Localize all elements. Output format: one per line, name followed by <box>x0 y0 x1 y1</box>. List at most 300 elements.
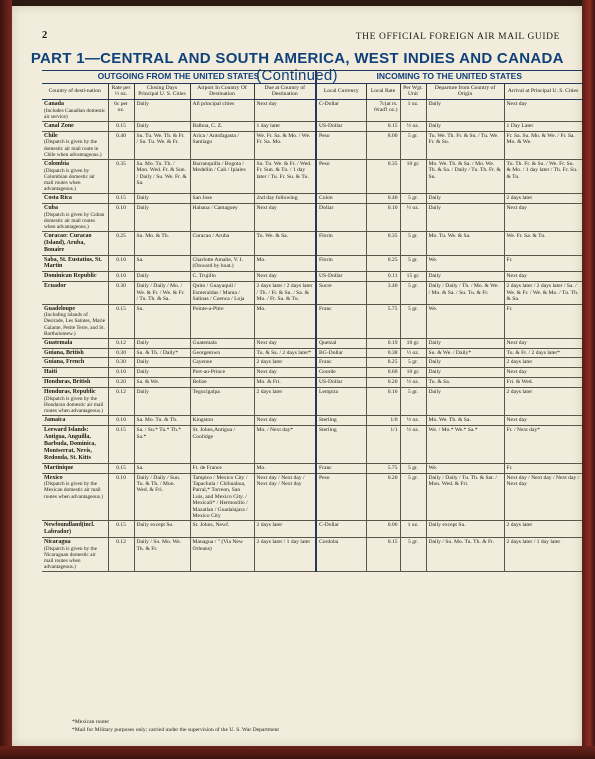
closing-cell: Su. Tu. We. Th. & Fr. / Su. Tu. We. & Fr. <box>134 131 190 159</box>
country-name: Martinique <box>44 464 74 471</box>
unit-cell: 5 gr. <box>400 131 426 159</box>
arrival-cell: Fr. / Next day* <box>504 426 582 463</box>
arrival-cell: Next day <box>504 368 582 378</box>
column-header: Local Rate <box>366 83 400 99</box>
currency-cell: Peso <box>316 131 366 159</box>
airport-cell: Port-au-Prince <box>190 368 254 378</box>
arrival-cell: Tu. Th. Fr. & Su. / We. Fr. Su. & Mo. / 1 day later / Th. Fr. Su. & Tu. <box>504 159 582 193</box>
country-name: Dominican Republic <box>44 273 97 280</box>
currency-cell: US-Dollar <box>316 272 366 282</box>
airport-cell: C. Trujillo <box>190 272 254 282</box>
currency-cell: Franc <box>316 304 366 338</box>
closing-cell: Daily <box>134 203 190 231</box>
airport-cell: Tegucigalpa <box>190 388 254 416</box>
rate-cell: 0.12 <box>108 388 134 416</box>
column-header: Due at Country of Destination <box>254 83 316 99</box>
rate-cell: 0.30 <box>108 282 134 304</box>
column-header: Rate per ½ oz. <box>108 83 134 99</box>
local-rate-cell: 5.75 <box>366 463 400 473</box>
currency-cell: Quetzal <box>316 338 366 348</box>
local-rate-cell: 1/1 <box>366 426 400 463</box>
rate-cell: 0.15 <box>108 521 134 538</box>
departure-cell: Daily <box>426 272 504 282</box>
local-rate-cell: 3.40 <box>366 282 400 304</box>
table-row <box>42 378 582 388</box>
rate-cell: 0.10 <box>108 368 134 378</box>
unit-cell: 10 gr. <box>400 159 426 193</box>
unit-cell: 5 gr. <box>400 304 426 338</box>
country-name: Chile <box>44 132 58 139</box>
country-cell <box>42 193 108 203</box>
airport-cell: Arica / Antofagasta / Santiago <box>190 131 254 159</box>
local-rate-cell: 7c(at rs. 6¢ad'l oz.) <box>366 99 400 121</box>
local-rate-cell: 5.75 <box>366 304 400 338</box>
departure-cell: Daily / Su. Mo. Tu. Th. & Fr. <box>426 538 504 572</box>
country-name: Mexico <box>44 474 63 481</box>
local-rate-cell: 0.15 <box>366 121 400 131</box>
currency-cell: Dollar <box>316 203 366 231</box>
closing-cell: Daily / Daily / Sun. Tu. & Th. / Mon. Wed. & Fri. <box>134 473 190 521</box>
closing-cell: Daily <box>134 193 190 203</box>
country-name: Honduras, Republic <box>44 389 96 396</box>
due-cell: 2nd day following <box>254 193 316 203</box>
rate-cell: 6c per oz. <box>108 99 134 121</box>
currency-cell: Franc <box>316 358 366 368</box>
table-row <box>42 193 582 203</box>
airport-cell: St. Johns, Newf. <box>190 521 254 538</box>
country-name: Jamaica <box>44 417 66 424</box>
due-cell: Next day <box>254 416 316 426</box>
country-name: Canal Zone <box>44 122 74 129</box>
unit-cell: ½ oz. <box>400 378 426 388</box>
due-cell: We. Fr. Sa. & Mo. / We. Fr. Sa. Mo. <box>254 131 316 159</box>
arrival-cell: Fr. <box>504 463 582 473</box>
country-cell <box>42 473 108 521</box>
country-cell <box>42 304 108 338</box>
country-name: Curacao: Curacao (Island), Aruba, Bonaire <box>44 232 92 253</box>
country-cell <box>42 378 108 388</box>
departure-cell: Mo. We. Th. & Sa. <box>426 416 504 426</box>
departure-cell: Mo. We. Th. & Sa. / Mo. We. Th. & Sa. / Daily / Tu. Th. Fr. & Su. <box>426 159 504 193</box>
rate-cell: 0.10 <box>108 203 134 231</box>
country-note: (Includes Canadian domestic air service) <box>44 107 106 120</box>
country-cell <box>42 255 108 272</box>
due-cell: Mo. / Next day* <box>254 426 316 463</box>
unit-cell: 5 gr. <box>400 255 426 272</box>
local-rate-cell: 0.06 <box>366 521 400 538</box>
arrival-cell: 1 Day Later <box>504 121 582 131</box>
column-header: Departure from Country of Origin <box>426 83 504 99</box>
country-name: Guiana, French <box>44 359 85 366</box>
departure-cell: Su. & We. / Daily* <box>426 348 504 358</box>
local-rate-cell: 0.60 <box>366 368 400 378</box>
column-headers <box>42 83 582 99</box>
rate-cell: 0.15 <box>108 304 134 338</box>
departure-cell: Daily <box>426 121 504 131</box>
departure-cell: Daily except Su. <box>426 521 504 538</box>
document-page <box>12 6 582 746</box>
departure-cell: Daily <box>426 193 504 203</box>
country-note: (Dispatch is given by the Nicaraguan domestic air mail routes when advantageous.) <box>44 546 97 571</box>
rate-cell: 0.12 <box>108 538 134 572</box>
unit-cell: 5 gr. <box>400 473 426 521</box>
country-cell <box>42 159 108 193</box>
currency-cell: Gourde <box>316 368 366 378</box>
footnote: *Mexican router <box>72 719 110 725</box>
rate-cell: 0.10 <box>108 416 134 426</box>
departure-cell: Daily <box>426 203 504 231</box>
local-rate-cell: 1/0 <box>366 416 400 426</box>
column-header: Closing Days Principal U. S. Cities <box>134 83 190 99</box>
table-row <box>42 388 582 416</box>
rate-cell: 0.40 <box>108 131 134 159</box>
country-cell <box>42 348 108 358</box>
rate-cell: 0.15 <box>108 193 134 203</box>
currency-cell: Florin <box>316 255 366 272</box>
local-rate-cell: 0.25 <box>366 255 400 272</box>
closing-cell: Su. & Th. / Daily* <box>134 348 190 358</box>
table-row <box>42 473 582 521</box>
rate-cell: 0.10 <box>108 272 134 282</box>
due-cell: 2 days later / 2 days later / Th. / Fr. & Su. / Sa. & Mo. / Fr. Sa. & Tu. <box>254 282 316 304</box>
departure-cell: We. / Mo.* We.* Sa.* <box>426 426 504 463</box>
departure-cell: Daily <box>426 388 504 416</box>
country-name: Cuba <box>44 204 59 211</box>
due-cell: Next day <box>254 203 316 231</box>
rate-cell: 0.10 <box>108 255 134 272</box>
airport-cell: Barranquilla / Bogota / Medellin / Cali / Ipiales <box>190 159 254 193</box>
unit-cell: 5 gr. <box>400 388 426 416</box>
arrival-cell: 2 days later <box>504 193 582 203</box>
closing-cell: Sa. <box>134 463 190 473</box>
country-cell <box>42 338 108 348</box>
arrival-cell: 2 days later <box>504 358 582 368</box>
country-name: Ecuador <box>44 283 67 290</box>
local-rate-cell: 0.35 <box>366 231 400 255</box>
currency-cell: C-Dollar <box>316 521 366 538</box>
arrival-cell: Next day <box>504 99 582 121</box>
country-cell <box>42 521 108 538</box>
footnotes <box>72 719 279 734</box>
page-number: 2 <box>42 30 48 41</box>
rate-cell: 0.30 <box>108 348 134 358</box>
due-cell: Next day <box>254 99 316 121</box>
arrival-cell: We. Fr. Sa. & Tu. <box>504 231 582 255</box>
arrival-cell: Next day <box>504 338 582 348</box>
arrival-cell: 2 days later <box>504 521 582 538</box>
rate-cell: 0.15 <box>108 463 134 473</box>
book-binding-right <box>582 0 595 759</box>
due-cell: 2 days later <box>254 521 316 538</box>
airport-cell: Balboa, C. Z. <box>190 121 254 131</box>
footnote: *Mail for Military purposes only; carried under the supervision of the U. S. War Department <box>72 726 279 733</box>
arrival-cell: Next day <box>504 416 582 426</box>
table-row <box>42 304 582 338</box>
arrival-cell: Fr. <box>504 255 582 272</box>
country-cell <box>42 272 108 282</box>
table-row <box>42 99 582 121</box>
rate-cell: 0.25 <box>108 231 134 255</box>
departure-cell: We. <box>426 304 504 338</box>
country-name: Guadeloupe <box>44 305 76 312</box>
due-cell: Tu. & Sa. / 2 days later* <box>254 348 316 358</box>
departure-cell: We. <box>426 255 504 272</box>
country-name: Colombia <box>44 160 70 167</box>
unit-cell: 1 oz. <box>400 521 426 538</box>
airport-cell: Tampico / Mexico City / Tapachula / Chihuahua, Parral,* Torreon, San Luis, and Mexico City. / Mexicali* / Hermosillo / Mazatlan / Guadalajara / Mexico City <box>190 473 254 521</box>
airport-cell: Guatemala <box>190 338 254 348</box>
closing-cell: Sa. Mo. Tu. Th. / Mon. Wed. Fr. & Sun. / Daily / Su. We. Fr. & Sa. <box>134 159 190 193</box>
departure-cell: Daily / Daily / Th. / Mo. & We. / Mo. & Sa. / Su. Tu. & Fr. <box>426 282 504 304</box>
closing-cell: Daily <box>134 368 190 378</box>
unit-cell: 15 gr. <box>400 272 426 282</box>
airport-cell: Curacao / Aruba <box>190 231 254 255</box>
closing-cell: Sa. Mo. Tu. & Th. <box>134 416 190 426</box>
table-row <box>42 426 582 463</box>
book-binding-bottom <box>0 746 595 759</box>
country-note: (Including islands of Desirade, Les Saintes, Marie Galante, Petite Terre, and St. Bartholomew.) <box>44 312 106 337</box>
departure-cell: Tu. & Sa. <box>426 378 504 388</box>
rate-cell: 0.30 <box>108 358 134 368</box>
due-cell: Next day <box>254 338 316 348</box>
unit-cell: 5 gr. <box>400 193 426 203</box>
column-header: Airport In Country Of Destination <box>190 83 254 99</box>
currency-cell: Franc <box>316 463 366 473</box>
section-outgoing: OUTGOING FROM THE UNITED STATES <box>42 71 316 84</box>
airport-cell: All principal cities <box>190 99 254 121</box>
closing-cell: Sa. / Su.* Tu.* Th.* Sa.* <box>134 426 190 463</box>
airport-cell: St. Johns,Antigua / Coolidge <box>190 426 254 463</box>
currency-cell: Florin <box>316 231 366 255</box>
due-cell: Next day <box>254 272 316 282</box>
airport-cell: Kingston <box>190 416 254 426</box>
airmail-schedule-table <box>42 70 583 572</box>
column-header: Country of desti-nation <box>42 83 108 99</box>
part-title-continued: (Continued) <box>256 67 338 84</box>
rate-cell: 0.20 <box>108 378 134 388</box>
departure-cell: Mo. Tu. We. & Sa. <box>426 231 504 255</box>
country-name: Guiana, British <box>44 349 84 356</box>
local-rate-cell: 0.40 <box>366 193 400 203</box>
country-name: Nicaragua <box>44 539 71 546</box>
table-row <box>42 272 582 282</box>
local-rate-cell: 0.16 <box>366 388 400 416</box>
departure-cell: We. <box>426 463 504 473</box>
table-row <box>42 358 582 368</box>
country-name: Haiti <box>44 369 57 376</box>
closing-cell: Sa. <box>134 255 190 272</box>
unit-cell: ½ oz. <box>400 426 426 463</box>
currency-cell: BG-Dollar <box>316 348 366 358</box>
column-header: Arrival at Principal U. S. Cities <box>504 83 582 99</box>
currency-cell: US-Dollar <box>316 121 366 131</box>
unit-cell: ½ oz. <box>400 348 426 358</box>
departure-cell: Daily <box>426 99 504 121</box>
departure-cell: Daily <box>426 338 504 348</box>
due-cell: Su. Tu. We. & Fr. / Wed. Fr. Sun. & Tu. / 1 day later / Tu. Fr. Su. & Tu. <box>254 159 316 193</box>
table-row <box>42 348 582 358</box>
table-row <box>42 282 582 304</box>
part-title-text: PART 1—CENTRAL AND SOUTH AMERICA, WEST INDIES AND CANADA <box>30 50 564 67</box>
country-name: Guatemala <box>44 339 73 346</box>
country-cell <box>42 358 108 368</box>
closing-cell: Daily <box>134 388 190 416</box>
airport-cell: Pointe-a-Pitre <box>190 304 254 338</box>
table-body <box>42 99 582 572</box>
closing-cell: Daily <box>134 272 190 282</box>
airport-cell: Quito / Guayaquil / Esmeraldas / Manta / Salinas / Cuenca / Loja <box>190 282 254 304</box>
country-note: (Dispatch is given by the Mexican domestic air mail routes when advantageous.) <box>44 481 103 500</box>
table-row <box>42 131 582 159</box>
unit-cell: 5 gr. <box>400 282 426 304</box>
due-cell: 2 days later / 1 day later <box>254 538 316 572</box>
country-name: Leeward Islands: Antigua, Anguilla, Barbuda, Dominica, Montserrat, Nevis, Redonda, St. Kitts <box>44 427 96 461</box>
airport-cell: Ft. de France <box>190 463 254 473</box>
column-header: Per Wgt. Unit <box>400 83 426 99</box>
unit-cell: 10 gr. <box>400 368 426 378</box>
table-row <box>42 521 582 538</box>
airport-cell: Cayenne <box>190 358 254 368</box>
departure-cell: Daily <box>426 368 504 378</box>
section-incoming: INCOMING TO THE UNITED STATES <box>316 71 582 84</box>
airport-cell: Belize <box>190 378 254 388</box>
country-name: Saba, St. Eustatius, St. Martin <box>44 256 102 270</box>
local-rate-cell: 0.38 <box>366 348 400 358</box>
table-row <box>42 416 582 426</box>
due-cell: Mo. <box>254 463 316 473</box>
closing-cell: Su. <box>134 304 190 338</box>
arrival-cell: Next day <box>504 272 582 282</box>
country-cell <box>42 121 108 131</box>
table-row <box>42 368 582 378</box>
country-note: (Dispatch is given by Colombian domestic air mail routes when advantageous.) <box>44 167 95 192</box>
currency-cell: Sucre <box>316 282 366 304</box>
country-cell <box>42 231 108 255</box>
local-rate-cell: 0.20 <box>366 378 400 388</box>
local-rate-cell: 0.20 <box>366 473 400 521</box>
arrival-cell: Next day <box>504 203 582 231</box>
due-cell: Mo. <box>254 304 316 338</box>
table-row <box>42 538 582 572</box>
country-cell <box>42 426 108 463</box>
due-cell: Mo. & Fri. <box>254 378 316 388</box>
country-name: Honduras, British <box>44 379 91 386</box>
country-cell <box>42 368 108 378</box>
unit-cell: 5 gr. <box>400 231 426 255</box>
due-cell: Next day <box>254 368 316 378</box>
rate-cell: 0.35 <box>108 159 134 193</box>
unit-cell: ½ oz. <box>400 416 426 426</box>
country-note: (Dispatch is given by the Honduran domestic air mail routes when advantageous.) <box>44 396 104 415</box>
local-rate-cell: 8.25 <box>366 358 400 368</box>
currency-cell: Lempira <box>316 388 366 416</box>
closing-cell: Sa. & We. <box>134 378 190 388</box>
arrival-cell: Fr. <box>504 304 582 338</box>
table-row <box>42 338 582 348</box>
arrival-cell: 2 days later <box>504 388 582 416</box>
rate-cell: 0.12 <box>108 338 134 348</box>
country-note: (Dispatch is given by Cuban domestic air mail routes when advantageous.) <box>44 211 105 230</box>
country-name: Costa Rica <box>44 194 72 201</box>
unit-cell: 10 gr. <box>400 338 426 348</box>
airport-cell: Managua / " (Via New Orleans) <box>190 538 254 572</box>
unit-cell: 5 gr. <box>400 538 426 572</box>
closing-cell: Daily / Daily / Mo. / We. & Fr. / We. & Fr. / Tu. Th. & Sa. <box>134 282 190 304</box>
table-row <box>42 255 582 272</box>
arrival-cell: 2 days later / 2 days later / Sa. / We. & Fr. / We. & Mo. / Tu. Th. & Sa. <box>504 282 582 304</box>
country-cell <box>42 416 108 426</box>
closing-cell: Daily / Su. Mo. We. Th. & Fr. <box>134 538 190 572</box>
due-cell: 1 day later <box>254 121 316 131</box>
currency-cell: Colon <box>316 193 366 203</box>
due-cell: 2 days later <box>254 388 316 416</box>
arrival-cell: Fr. Sa. Su. Mo. & We. / Fr. Sa. Mo. & We. <box>504 131 582 159</box>
local-rate-cell: 0.19 <box>366 338 400 348</box>
unit-cell: 5 gr. <box>400 358 426 368</box>
running-header: THE OFFICIAL FOREIGN AIR MAIL GUIDE <box>355 32 560 42</box>
currency-cell: Peso <box>316 473 366 521</box>
rate-cell: 0.10 <box>108 473 134 521</box>
table-row <box>42 203 582 231</box>
country-name: Newfoundland(incl. Labrador) <box>44 522 95 536</box>
rate-cell: 0.15 <box>108 121 134 131</box>
closing-cell: Su. Mo. & Th. <box>134 231 190 255</box>
closing-cell: Daily <box>134 338 190 348</box>
local-rate-cell: 0.10 <box>366 203 400 231</box>
local-rate-cell: 0.11 <box>366 272 400 282</box>
country-name: Canada <box>44 100 65 107</box>
country-cell <box>42 538 108 572</box>
currency-cell: Sterling <box>316 416 366 426</box>
airport-cell: Habana / Camaguey <box>190 203 254 231</box>
closing-cell: Daily <box>134 358 190 368</box>
table-row <box>42 463 582 473</box>
book-binding-left <box>0 0 12 759</box>
local-rate-cell: 0.15 <box>366 538 400 572</box>
country-cell <box>42 463 108 473</box>
departure-cell: Tu. We. Th. Fr. & Su. / Tu. We. Fr. & Su. <box>426 131 504 159</box>
due-cell: Next day / Next day / Next day / Next day <box>254 473 316 521</box>
unit-cell: 5 gr. <box>400 463 426 473</box>
airport-cell: San Jose <box>190 193 254 203</box>
due-cell: 2 days later <box>254 358 316 368</box>
closing-cell: Daily <box>134 99 190 121</box>
table-row <box>42 231 582 255</box>
local-rate-cell: 8.00 <box>366 131 400 159</box>
arrival-cell: Next day / Next day / Next day / Next day <box>504 473 582 521</box>
country-cell <box>42 99 108 121</box>
country-cell <box>42 388 108 416</box>
arrival-cell: Tu. & Fr. / 2 days later* <box>504 348 582 358</box>
currency-cell: US-Dollar <box>316 378 366 388</box>
country-note: (Dispatch is given by the domestic air mail route in Chile when advantageous.) <box>44 139 102 158</box>
arrival-cell: 2 days later / 1 day later <box>504 538 582 572</box>
due-cell: Mo. <box>254 255 316 272</box>
departure-cell: Daily / Daily / Tu. Th. & Sat. / Mon. Wed. & Fri. <box>426 473 504 521</box>
currency-cell: Sterling <box>316 426 366 463</box>
airport-cell: Georgetown <box>190 348 254 358</box>
country-cell <box>42 131 108 159</box>
unit-cell: ½ oz. <box>400 121 426 131</box>
currency-cell: C-Dollar <box>316 99 366 121</box>
closing-cell: Daily <box>134 121 190 131</box>
closing-cell: Daily except Su. <box>134 521 190 538</box>
departure-cell: Daily <box>426 358 504 368</box>
rate-cell: 0.15 <box>108 426 134 463</box>
airport-cell: Charlotte Amalie, V. I. (Onward by boat.) <box>190 255 254 272</box>
due-cell: Tu. We. & Sa. <box>254 231 316 255</box>
currency-cell: Cordoba <box>316 538 366 572</box>
